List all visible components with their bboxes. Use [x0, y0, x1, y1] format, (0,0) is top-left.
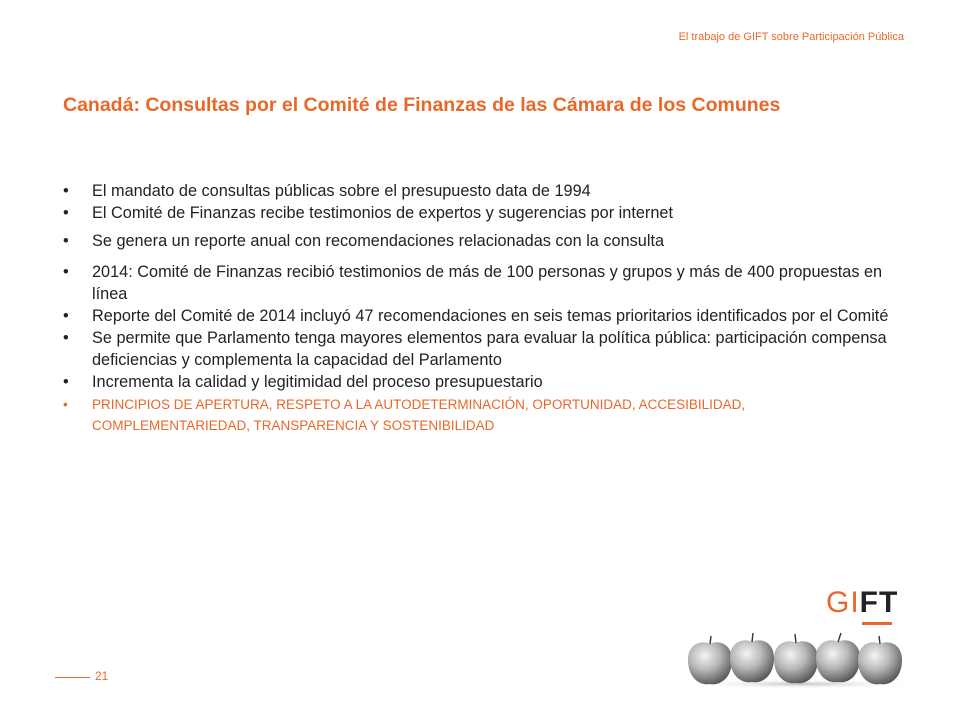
gift-logo — [826, 586, 898, 620]
apple-icon — [816, 633, 860, 682]
logo-underline — [862, 622, 892, 625]
bullet-item — [63, 261, 893, 305]
bullet-dot: • — [63, 204, 69, 222]
bullet-text: Incrementa la calidad y legitimidad del proceso presupuestario — [92, 373, 543, 391]
bullet-text: Se genera un reporte anual con recomendaciones relacionadas con la consulta — [92, 232, 665, 250]
bullet-dot: • — [63, 307, 69, 325]
bullet-item — [63, 305, 893, 327]
apple-icon — [688, 636, 732, 684]
bullet-dot: • — [63, 373, 69, 391]
apple-icon — [730, 633, 774, 682]
logo-part-ft: FT — [859, 586, 899, 619]
logo-part-gi: GI — [826, 586, 860, 619]
bullet-dot: • — [63, 182, 69, 200]
bullet-dot: • — [63, 329, 69, 347]
apples-illustration — [680, 628, 920, 690]
bullet-item — [63, 371, 893, 393]
page-number: 21 — [95, 669, 109, 683]
bullet-item — [63, 327, 893, 371]
bullet-text: El mandato de consultas públicas sobre el presupuesto data de 1994 — [92, 182, 591, 200]
bullet-text: El Comité de Finanzas recibe testimonios de expertos y sugerencias por internet — [92, 204, 673, 222]
bullet-item-principles — [63, 394, 893, 436]
footer-line — [55, 677, 90, 678]
apple-icon — [858, 636, 902, 684]
bullet-item — [63, 180, 893, 202]
bullet-item — [63, 202, 893, 224]
bullet-list — [63, 180, 893, 436]
header-note: El trabajo de GIFT sobre Participación Pública — [678, 31, 904, 43]
bullet-text: 2014: Comité de Finanzas recibió testimonios de más de 100 personas y grupos y más de 400 propuestas en línea — [92, 263, 883, 303]
bullet-text: PRINCIPIOS DE APERTURA, RESPETO A LA AUTODETERMINACIÓN, OPORTUNIDAD, ACCESIBILIDAD, COMPLEMENTARIEDAD, TRANSPARENCIA Y SOSTENIBILIDAD — [92, 397, 746, 433]
bullet-text: Se permite que Parlamento tenga mayores elementos para evaluar la política pública: participación compensa deficiencias y complementa la capacidad del Parlamento — [92, 329, 887, 369]
bullet-dot: • — [63, 232, 69, 250]
bullet-dot: • — [63, 397, 68, 412]
bullet-item — [63, 230, 893, 252]
slide-title: Canadá: Consultas por el Comité de Finanzas de las Cámara de los Comunes — [63, 94, 781, 116]
bullet-text: Reporte del Comité de 2014 incluyó 47 recomendaciones en seis temas prioritarios identificados por el Comité — [92, 307, 889, 325]
bullet-dot: • — [63, 263, 69, 281]
apple-icon — [774, 634, 818, 683]
